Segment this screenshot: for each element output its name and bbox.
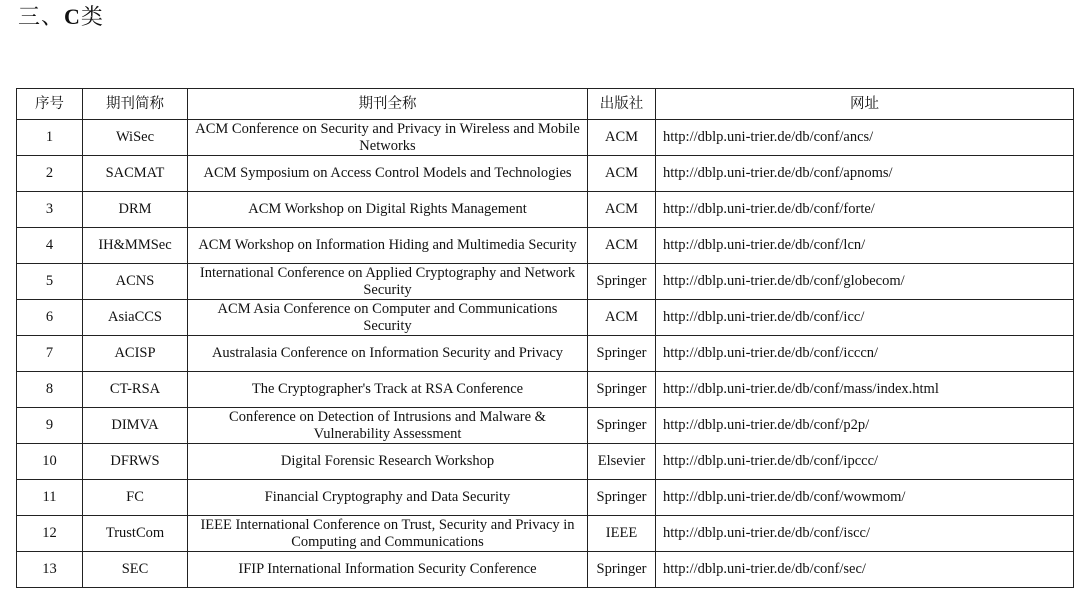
header-abbr: 期刊简称 xyxy=(83,89,188,120)
section-heading xyxy=(18,2,104,32)
cell-abbr: ACNS xyxy=(83,264,188,300)
table-row xyxy=(17,336,1074,372)
cell-no: 6 xyxy=(17,300,83,336)
cell-url[interactable]: http://dblp.uni-trier.de/db/conf/forte/ xyxy=(656,192,1074,228)
cell-publisher: Springer xyxy=(588,372,656,408)
heading-prefix: 三、 xyxy=(18,4,65,29)
cell-url[interactable]: http://dblp.uni-trier.de/db/conf/lcn/ xyxy=(656,228,1074,264)
cell-publisher: Springer xyxy=(588,336,656,372)
cell-abbr: ACISP xyxy=(83,336,188,372)
cell-abbr: DFRWS xyxy=(83,444,188,480)
cell-url[interactable]: http://dblp.uni-trier.de/db/conf/sec/ xyxy=(656,552,1074,588)
cell-no: 4 xyxy=(17,228,83,264)
cell-full-name: The Cryptographer's Track at RSA Conference xyxy=(188,372,588,408)
table-row xyxy=(17,120,1074,156)
cell-url[interactable]: http://dblp.uni-trier.de/db/conf/ancs/ xyxy=(656,120,1074,156)
cell-abbr: SACMAT xyxy=(83,156,188,192)
cell-no: 12 xyxy=(17,516,83,552)
cell-no: 11 xyxy=(17,480,83,516)
header-publisher: 出版社 xyxy=(588,89,656,120)
cell-publisher: Elsevier xyxy=(588,444,656,480)
cell-publisher: IEEE xyxy=(588,516,656,552)
cell-full-name: IEEE International Conference on Trust, Security and Privacy in Computing and Communications xyxy=(188,516,588,552)
cell-no: 1 xyxy=(17,120,83,156)
cell-url[interactable]: http://dblp.uni-trier.de/db/conf/icccn/ xyxy=(656,336,1074,372)
table-body xyxy=(17,120,1074,588)
cell-publisher: ACM xyxy=(588,120,656,156)
cell-full-name: International Conference on Applied Cryptography and Network Security xyxy=(188,264,588,300)
cell-publisher: ACM xyxy=(588,228,656,264)
cell-publisher: ACM xyxy=(588,156,656,192)
cell-full-name: IFIP International Information Security Conference xyxy=(188,552,588,588)
cell-abbr: FC xyxy=(83,480,188,516)
cell-url[interactable]: http://dblp.uni-trier.de/db/conf/p2p/ xyxy=(656,408,1074,444)
table-row xyxy=(17,372,1074,408)
cell-abbr: SEC xyxy=(83,552,188,588)
conference-table xyxy=(16,88,1074,588)
cell-abbr: TrustCom xyxy=(83,516,188,552)
heading-category-letter: C xyxy=(64,4,81,29)
cell-no: 10 xyxy=(17,444,83,480)
cell-full-name: ACM Symposium on Access Control Models and Technologies xyxy=(188,156,588,192)
cell-no: 8 xyxy=(17,372,83,408)
cell-abbr: IH&MMSec xyxy=(83,228,188,264)
cell-url[interactable]: http://dblp.uni-trier.de/db/conf/apnoms/ xyxy=(656,156,1074,192)
cell-abbr: DRM xyxy=(83,192,188,228)
table-header-row xyxy=(17,89,1074,120)
header-full-name: 期刊全称 xyxy=(188,89,588,120)
cell-publisher: ACM xyxy=(588,300,656,336)
cell-publisher: Springer xyxy=(588,480,656,516)
cell-full-name: ACM Asia Conference on Computer and Communications Security xyxy=(188,300,588,336)
cell-full-name: Digital Forensic Research Workshop xyxy=(188,444,588,480)
cell-url[interactable]: http://dblp.uni-trier.de/db/conf/iscc/ xyxy=(656,516,1074,552)
cell-publisher: Springer xyxy=(588,552,656,588)
cell-publisher: Springer xyxy=(588,264,656,300)
table-row xyxy=(17,228,1074,264)
table-row xyxy=(17,300,1074,336)
table-row xyxy=(17,192,1074,228)
table-row xyxy=(17,444,1074,480)
heading-suffix: 类 xyxy=(80,4,104,29)
cell-no: 2 xyxy=(17,156,83,192)
cell-url[interactable]: http://dblp.uni-trier.de/db/conf/mass/index.html xyxy=(656,372,1074,408)
table-row xyxy=(17,480,1074,516)
header-no: 序号 xyxy=(17,89,83,120)
cell-abbr: CT-RSA xyxy=(83,372,188,408)
cell-no: 9 xyxy=(17,408,83,444)
cell-url[interactable]: http://dblp.uni-trier.de/db/conf/icc/ xyxy=(656,300,1074,336)
header-url: 网址 xyxy=(656,89,1074,120)
cell-no: 5 xyxy=(17,264,83,300)
table-row xyxy=(17,408,1074,444)
cell-full-name: Australasia Conference on Information Security and Privacy xyxy=(188,336,588,372)
cell-abbr: WiSec xyxy=(83,120,188,156)
cell-full-name: ACM Conference on Security and Privacy in Wireless and Mobile Networks xyxy=(188,120,588,156)
cell-url[interactable]: http://dblp.uni-trier.de/db/conf/ipccc/ xyxy=(656,444,1074,480)
cell-full-name: ACM Workshop on Digital Rights Management xyxy=(188,192,588,228)
table-row xyxy=(17,156,1074,192)
cell-no: 13 xyxy=(17,552,83,588)
cell-full-name: ACM Workshop on Information Hiding and Multimedia Security xyxy=(188,228,588,264)
cell-abbr: AsiaCCS xyxy=(83,300,188,336)
cell-full-name: Conference on Detection of Intrusions and Malware & Vulnerability Assessment xyxy=(188,408,588,444)
cell-full-name: Financial Cryptography and Data Security xyxy=(188,480,588,516)
cell-no: 7 xyxy=(17,336,83,372)
table-row xyxy=(17,516,1074,552)
cell-url[interactable]: http://dblp.uni-trier.de/db/conf/globecom/ xyxy=(656,264,1074,300)
table-row xyxy=(17,552,1074,588)
cell-no: 3 xyxy=(17,192,83,228)
cell-publisher: Springer xyxy=(588,408,656,444)
cell-abbr: DIMVA xyxy=(83,408,188,444)
table-row xyxy=(17,264,1074,300)
cell-publisher: ACM xyxy=(588,192,656,228)
cell-url[interactable]: http://dblp.uni-trier.de/db/conf/wowmom/ xyxy=(656,480,1074,516)
